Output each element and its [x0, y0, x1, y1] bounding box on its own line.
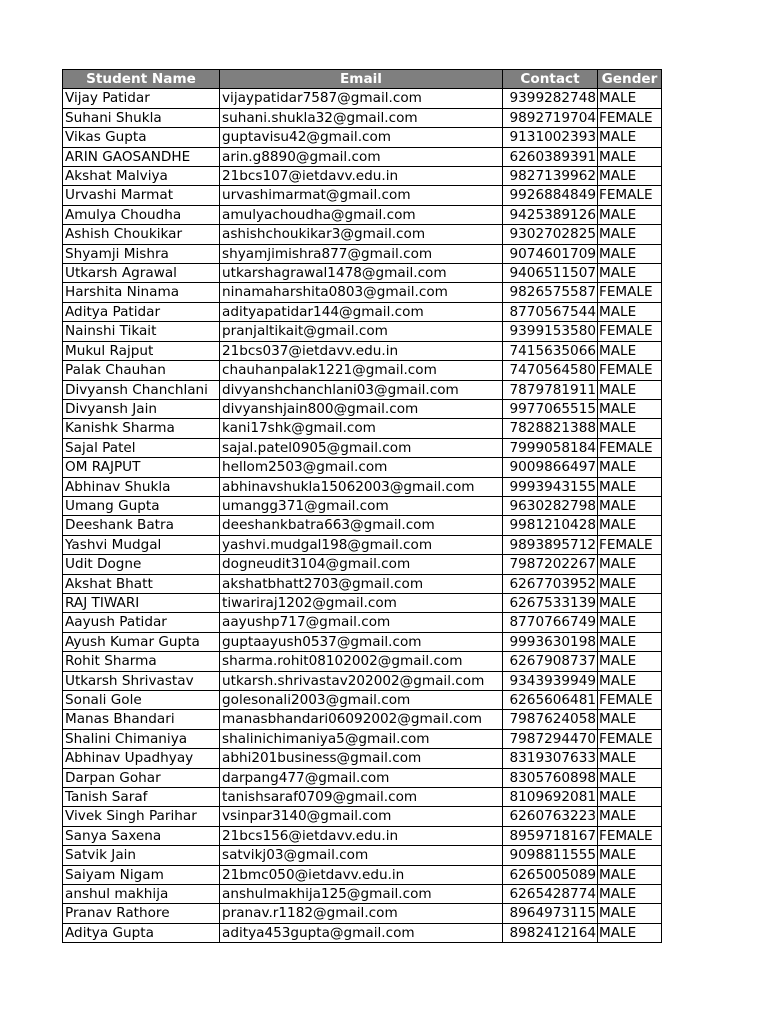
- cell-student-name: anshul makhija: [63, 885, 220, 904]
- cell-contact: 8959718167: [503, 826, 598, 845]
- cell-contact: 6267533139: [503, 593, 598, 612]
- cell-email: suhani.shukla32@gmail.com: [220, 108, 503, 127]
- table-row: [63, 89, 662, 108]
- table-row: [63, 283, 662, 302]
- cell-contact: 9399282748: [503, 89, 598, 108]
- table-row: [63, 108, 662, 127]
- cell-gender: MALE: [598, 167, 662, 186]
- cell-student-name: Ayush Kumar Gupta: [63, 632, 220, 651]
- cell-gender: FEMALE: [598, 438, 662, 457]
- cell-contact: 8964973115: [503, 904, 598, 923]
- cell-gender: MALE: [598, 147, 662, 166]
- cell-student-name: Pranav Rathore: [63, 904, 220, 923]
- cell-contact: 7470564580: [503, 361, 598, 380]
- cell-contact: 6265428774: [503, 885, 598, 904]
- cell-contact: 8319307633: [503, 749, 598, 768]
- cell-student-name: Darpan Gohar: [63, 768, 220, 787]
- table-body: [63, 89, 662, 943]
- cell-email: dogneudit3104@gmail.com: [220, 555, 503, 574]
- cell-student-name: Saiyam Nigam: [63, 865, 220, 884]
- cell-gender: MALE: [598, 516, 662, 535]
- cell-email: 21bcs156@ietdavv.edu.in: [220, 826, 503, 845]
- cell-student-name: Urvashi Marmat: [63, 186, 220, 205]
- cell-gender: MALE: [598, 399, 662, 418]
- table-row: [63, 380, 662, 399]
- cell-contact: 6265606481: [503, 691, 598, 710]
- cell-gender: MALE: [598, 574, 662, 593]
- table-row: [63, 807, 662, 826]
- cell-student-name: Utkarsh Shrivastav: [63, 671, 220, 690]
- cell-gender: MALE: [598, 652, 662, 671]
- header-contact: Contact: [503, 70, 598, 89]
- cell-email: vsinpar3140@gmail.com: [220, 807, 503, 826]
- cell-contact: 6267703952: [503, 574, 598, 593]
- table-row: [63, 225, 662, 244]
- table-row: [63, 205, 662, 224]
- cell-gender: MALE: [598, 205, 662, 224]
- cell-student-name: Divyansh Chanchlani: [63, 380, 220, 399]
- cell-gender: MALE: [598, 613, 662, 632]
- cell-contact: 7987294470: [503, 729, 598, 748]
- cell-gender: MALE: [598, 593, 662, 612]
- table-row: [63, 710, 662, 729]
- table-row: [63, 361, 662, 380]
- table-row: [63, 458, 662, 477]
- cell-contact: 7828821388: [503, 419, 598, 438]
- cell-gender: FEMALE: [598, 729, 662, 748]
- cell-gender: FEMALE: [598, 322, 662, 341]
- cell-student-name: Vijay Patidar: [63, 89, 220, 108]
- cell-contact: 6260389391: [503, 147, 598, 166]
- cell-email: yashvi.mudgal198@gmail.com: [220, 535, 503, 554]
- cell-student-name: Sajal Patel: [63, 438, 220, 457]
- cell-email: amulyachoudha@gmail.com: [220, 205, 503, 224]
- cell-email: 21bcs037@ietdavv.edu.in: [220, 341, 503, 360]
- cell-contact: 9009866497: [503, 458, 598, 477]
- cell-contact: 6265005089: [503, 865, 598, 884]
- cell-gender: MALE: [598, 807, 662, 826]
- cell-gender: MALE: [598, 671, 662, 690]
- cell-gender: MALE: [598, 710, 662, 729]
- cell-gender: MALE: [598, 923, 662, 942]
- cell-contact: 7415635066: [503, 341, 598, 360]
- cell-contact: 7999058184: [503, 438, 598, 457]
- cell-contact: 9993630198: [503, 632, 598, 651]
- cell-student-name: Aayush Patidar: [63, 613, 220, 632]
- cell-gender: MALE: [598, 865, 662, 884]
- cell-student-name: Akshat Malviya: [63, 167, 220, 186]
- table-row: [63, 167, 662, 186]
- cell-student-name: Rohit Sharma: [63, 652, 220, 671]
- cell-email: golesonali2003@gmail.com: [220, 691, 503, 710]
- cell-email: kani17shk@gmail.com: [220, 419, 503, 438]
- cell-gender: FEMALE: [598, 108, 662, 127]
- table-row: [63, 768, 662, 787]
- cell-student-name: Mukul Rajput: [63, 341, 220, 360]
- cell-student-name: Sanya Saxena: [63, 826, 220, 845]
- cell-contact: 9406511507: [503, 264, 598, 283]
- cell-email: aayushp717@gmail.com: [220, 613, 503, 632]
- cell-student-name: Abhinav Shukla: [63, 477, 220, 496]
- cell-gender: MALE: [598, 89, 662, 108]
- cell-gender: MALE: [598, 419, 662, 438]
- cell-email: divyanshchanchlani03@gmail.com: [220, 380, 503, 399]
- cell-student-name: RAJ TIWARI: [63, 593, 220, 612]
- table-row: [63, 574, 662, 593]
- cell-student-name: Kanishk Sharma: [63, 419, 220, 438]
- cell-student-name: Satvik Jain: [63, 846, 220, 865]
- cell-email: umangg371@gmail.com: [220, 496, 503, 515]
- table-row: [63, 923, 662, 942]
- cell-email: anshulmakhija125@gmail.com: [220, 885, 503, 904]
- cell-gender: MALE: [598, 128, 662, 147]
- table-row: [63, 438, 662, 457]
- cell-student-name: Utkarsh Agrawal: [63, 264, 220, 283]
- table-row: [63, 904, 662, 923]
- cell-contact: 9981210428: [503, 516, 598, 535]
- cell-email: abhinavshukla15062003@gmail.com: [220, 477, 503, 496]
- cell-email: guptavisu42@gmail.com: [220, 128, 503, 147]
- cell-gender: MALE: [598, 380, 662, 399]
- cell-email: tiwariraj1202@gmail.com: [220, 593, 503, 612]
- cell-gender: FEMALE: [598, 283, 662, 302]
- table-row: [63, 477, 662, 496]
- cell-email: tanishsaraf0709@gmail.com: [220, 788, 503, 807]
- cell-student-name: Sonali Gole: [63, 691, 220, 710]
- cell-gender: FEMALE: [598, 826, 662, 845]
- cell-gender: FEMALE: [598, 361, 662, 380]
- cell-contact: 7987202267: [503, 555, 598, 574]
- cell-contact: 7987624058: [503, 710, 598, 729]
- header-gender: Gender: [598, 70, 662, 89]
- cell-student-name: Vivek Singh Parihar: [63, 807, 220, 826]
- cell-email: 21bmc050@ietdavv.edu.in: [220, 865, 503, 884]
- cell-gender: MALE: [598, 496, 662, 515]
- table-row: [63, 691, 662, 710]
- cell-student-name: Shyamji Mishra: [63, 244, 220, 263]
- table-row: [63, 535, 662, 554]
- table-row: [63, 846, 662, 865]
- cell-email: sajal.patel0905@gmail.com: [220, 438, 503, 457]
- cell-gender: MALE: [598, 225, 662, 244]
- cell-email: shyamjimishra877@gmail.com: [220, 244, 503, 263]
- cell-gender: MALE: [598, 264, 662, 283]
- cell-contact: 9893895712: [503, 535, 598, 554]
- table-row: [63, 788, 662, 807]
- cell-student-name: Nainshi Tikait: [63, 322, 220, 341]
- student-table: [62, 69, 662, 943]
- cell-contact: 9892719704: [503, 108, 598, 127]
- cell-student-name: OM RAJPUT: [63, 458, 220, 477]
- cell-student-name: Aditya Patidar: [63, 302, 220, 321]
- table-row: [63, 555, 662, 574]
- cell-email: adityapatidar144@gmail.com: [220, 302, 503, 321]
- cell-gender: MALE: [598, 885, 662, 904]
- table-row: [63, 322, 662, 341]
- cell-student-name: Tanish Saraf: [63, 788, 220, 807]
- cell-gender: MALE: [598, 749, 662, 768]
- cell-student-name: Suhani Shukla: [63, 108, 220, 127]
- table-row: [63, 516, 662, 535]
- cell-email: arin.g8890@gmail.com: [220, 147, 503, 166]
- cell-gender: MALE: [598, 341, 662, 360]
- table-row: [63, 341, 662, 360]
- cell-gender: MALE: [598, 555, 662, 574]
- cell-contact: 8770766749: [503, 613, 598, 632]
- cell-student-name: Shalini Chimaniya: [63, 729, 220, 748]
- cell-gender: MALE: [598, 768, 662, 787]
- cell-student-name: Manas Bhandari: [63, 710, 220, 729]
- table-row: [63, 885, 662, 904]
- cell-contact: 8305760898: [503, 768, 598, 787]
- cell-contact: 9826575587: [503, 283, 598, 302]
- cell-gender: MALE: [598, 244, 662, 263]
- header-student-name: Student Name: [63, 70, 220, 89]
- cell-contact: 9827139962: [503, 167, 598, 186]
- table-row: [63, 399, 662, 418]
- table-row: [63, 613, 662, 632]
- cell-email: shalinichimaniya5@gmail.com: [220, 729, 503, 748]
- cell-gender: MALE: [598, 458, 662, 477]
- table-row: [63, 244, 662, 263]
- cell-email: darpang477@gmail.com: [220, 768, 503, 787]
- cell-student-name: Yashvi Mudgal: [63, 535, 220, 554]
- cell-contact: 9343939949: [503, 671, 598, 690]
- cell-contact: 9074601709: [503, 244, 598, 263]
- cell-contact: 6260763223: [503, 807, 598, 826]
- cell-student-name: Amulya Choudha: [63, 205, 220, 224]
- cell-student-name: Udit Dogne: [63, 555, 220, 574]
- cell-student-name: Umang Gupta: [63, 496, 220, 515]
- cell-email: utkarshagrawal1478@gmail.com: [220, 264, 503, 283]
- cell-email: abhi201business@gmail.com: [220, 749, 503, 768]
- cell-email: sharma.rohit08102002@gmail.com: [220, 652, 503, 671]
- cell-gender: MALE: [598, 632, 662, 651]
- cell-gender: MALE: [598, 904, 662, 923]
- cell-student-name: Palak Chauhan: [63, 361, 220, 380]
- cell-email: hellom2503@gmail.com: [220, 458, 503, 477]
- table-row: [63, 671, 662, 690]
- cell-contact: 9977065515: [503, 399, 598, 418]
- cell-student-name: ARIN GAOSANDHE: [63, 147, 220, 166]
- cell-student-name: Akshat Bhatt: [63, 574, 220, 593]
- cell-email: aditya453gupta@gmail.com: [220, 923, 503, 942]
- cell-email: utkarsh.shrivastav202002@gmail.com: [220, 671, 503, 690]
- cell-email: akshatbhatt2703@gmail.com: [220, 574, 503, 593]
- cell-contact: 8982412164: [503, 923, 598, 942]
- cell-gender: FEMALE: [598, 691, 662, 710]
- cell-contact: 9926884849: [503, 186, 598, 205]
- table-row: [63, 302, 662, 321]
- cell-email: pranav.r1182@gmail.com: [220, 904, 503, 923]
- table-row: [63, 147, 662, 166]
- cell-email: ninamaharshita0803@gmail.com: [220, 283, 503, 302]
- table-row: [63, 496, 662, 515]
- cell-contact: 9131002393: [503, 128, 598, 147]
- cell-email: guptaayush0537@gmail.com: [220, 632, 503, 651]
- cell-gender: MALE: [598, 477, 662, 496]
- cell-contact: 9098811555: [503, 846, 598, 865]
- cell-contact: 9302702825: [503, 225, 598, 244]
- cell-contact: 8109692081: [503, 788, 598, 807]
- cell-gender: MALE: [598, 788, 662, 807]
- cell-gender: FEMALE: [598, 186, 662, 205]
- cell-gender: FEMALE: [598, 535, 662, 554]
- table-row: [63, 729, 662, 748]
- cell-contact: 9630282798: [503, 496, 598, 515]
- cell-email: vijaypatidar7587@gmail.com: [220, 89, 503, 108]
- cell-contact: 9425389126: [503, 205, 598, 224]
- table-row: [63, 826, 662, 845]
- cell-student-name: Ashish Choukikar: [63, 225, 220, 244]
- cell-gender: MALE: [598, 846, 662, 865]
- header-email: Email: [220, 70, 503, 89]
- cell-email: urvashimarmat@gmail.com: [220, 186, 503, 205]
- cell-email: deeshankbatra663@gmail.com: [220, 516, 503, 535]
- cell-student-name: Aditya Gupta: [63, 923, 220, 942]
- cell-student-name: Harshita Ninama: [63, 283, 220, 302]
- table-row: [63, 865, 662, 884]
- table-row: [63, 593, 662, 612]
- cell-student-name: Vikas Gupta: [63, 128, 220, 147]
- table-row: [63, 128, 662, 147]
- cell-email: chauhanpalak1221@gmail.com: [220, 361, 503, 380]
- table-row: [63, 632, 662, 651]
- cell-email: divyanshjain800@gmail.com: [220, 399, 503, 418]
- cell-contact: 8770567544: [503, 302, 598, 321]
- cell-gender: MALE: [598, 302, 662, 321]
- cell-contact: 6267908737: [503, 652, 598, 671]
- cell-contact: 7879781911: [503, 380, 598, 399]
- table-row: [63, 749, 662, 768]
- table-row: [63, 186, 662, 205]
- cell-student-name: Abhinav Upadhyay: [63, 749, 220, 768]
- table-row: [63, 652, 662, 671]
- table-header-row: [63, 70, 662, 89]
- table-row: [63, 264, 662, 283]
- table-row: [63, 419, 662, 438]
- cell-contact: 9993943155: [503, 477, 598, 496]
- cell-student-name: Divyansh Jain: [63, 399, 220, 418]
- cell-email: 21bcs107@ietdavv.edu.in: [220, 167, 503, 186]
- cell-email: pranjaltikait@gmail.com: [220, 322, 503, 341]
- cell-email: satvikj03@gmail.com: [220, 846, 503, 865]
- cell-email: manasbhandari06092002@gmail.com: [220, 710, 503, 729]
- cell-email: ashishchoukikar3@gmail.com: [220, 225, 503, 244]
- cell-student-name: Deeshank Batra: [63, 516, 220, 535]
- cell-contact: 9399153580: [503, 322, 598, 341]
